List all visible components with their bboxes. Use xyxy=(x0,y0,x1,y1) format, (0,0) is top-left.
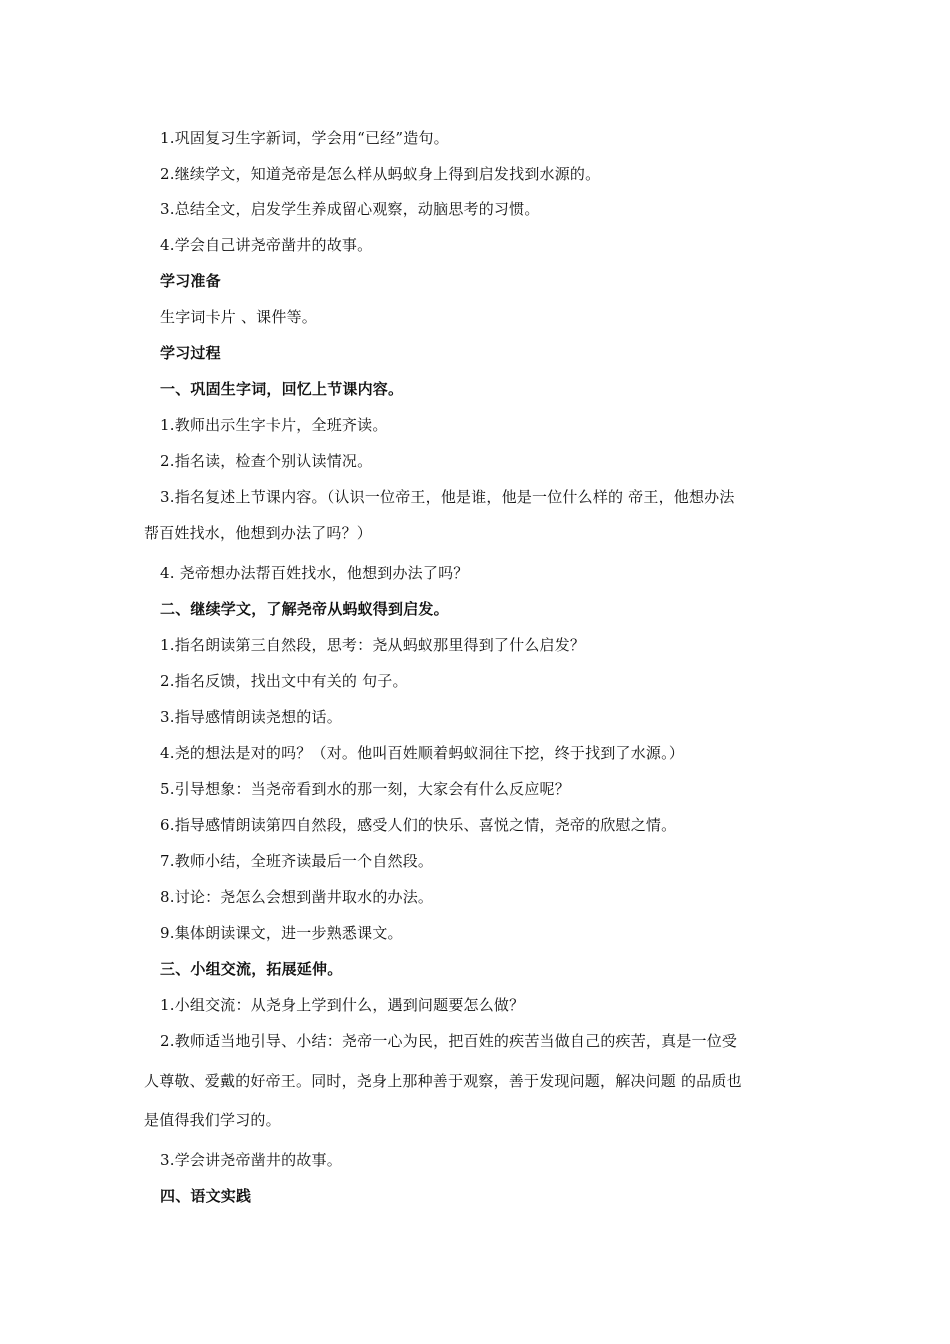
step-1-1: 1.教师出示生字卡片，全班齐读。 xyxy=(160,416,388,434)
objective-4: 4.学会自己讲尧帝凿井的故事。 xyxy=(160,236,373,254)
section-heading-1: 一、巩固生字词，回忆上节课内容。 xyxy=(160,380,404,398)
step-2-7: 7.教师小结，全班齐读最后一个自然段。 xyxy=(160,852,434,870)
step-1-3: 3.指名复述上节课内容。（认识一位帝王，他是谁，他是一位什么样的 帝王，他想办法 xyxy=(160,488,735,506)
step-3-2-end: 是值得我们学习的。 xyxy=(144,1111,281,1129)
step-2-6: 6.指导感情朗读第四自然段，感受人们的快乐、喜悦之情，尧帝的欣慰之情。 xyxy=(160,816,677,834)
step-3-2-cont: 人尊敬、爱戴的好帝王。同时，尧身上那种善于观察，善于发现问题，解决问题 的品质也 xyxy=(144,1072,742,1090)
heading-preparation: 学习准备 xyxy=(160,272,221,290)
heading-process: 学习过程 xyxy=(160,344,221,362)
step-1-3-cont: 帮百姓找水，他想到办法了吗？） xyxy=(144,524,373,542)
preparation-text: 生字词卡片 、课件等。 xyxy=(160,308,317,326)
section-heading-3: 三、小组交流，拓展延伸。 xyxy=(160,960,343,978)
step-1-4: 4. 尧帝想办法帮百姓找水，他想到办法了吗？ xyxy=(160,564,469,582)
step-3-3: 3.学会讲尧帝凿井的故事。 xyxy=(160,1151,342,1169)
step-3-2: 2.教师适当地引导、小结：尧帝一心为民，把百姓的疾苦当做自己的疾苦，真是一位受 xyxy=(160,1032,738,1050)
step-2-1: 1.指名朗读第三自然段，思考：尧从蚂蚁那里得到了什么启发？ xyxy=(160,636,586,654)
section-heading-4: 四、语文实践 xyxy=(160,1187,252,1205)
objective-1: 1.巩固复习生字新词，学会用“已经”造句。 xyxy=(160,129,449,147)
step-2-4: 4.尧的想法是对的吗？（对。他叫百姓顺着蚂蚁洞往下挖，终于找到了水源。） xyxy=(160,744,685,762)
step-2-2: 2.指名反馈，找出文中有关的 句子。 xyxy=(160,672,408,690)
objective-3: 3.总结全文，启发学生养成留心观察，动脑思考的习惯。 xyxy=(160,200,540,218)
step-1-2: 2.指名读，检查个别认读情况。 xyxy=(160,452,373,470)
step-2-5: 5.引导想象：当尧帝看到水的那一刻，大家会有什么反应呢？ xyxy=(160,780,570,798)
step-2-8: 8.讨论：尧怎么会想到凿井取水的办法。 xyxy=(160,888,434,906)
section-heading-2: 二、继续学文，了解尧帝从蚂蚁得到启发。 xyxy=(160,600,449,618)
objective-2: 2.继续学文，知道尧帝是怎么样从蚂蚁身上得到启发找到水源的。 xyxy=(160,165,601,183)
step-2-9: 9.集体朗读课文，进一步熟悉课文。 xyxy=(160,924,403,942)
step-3-1: 1.小组交流：从尧身上学到什么，遇到问题要怎么做？ xyxy=(160,996,525,1014)
step-2-3: 3.指导感情朗读尧想的话。 xyxy=(160,708,342,726)
